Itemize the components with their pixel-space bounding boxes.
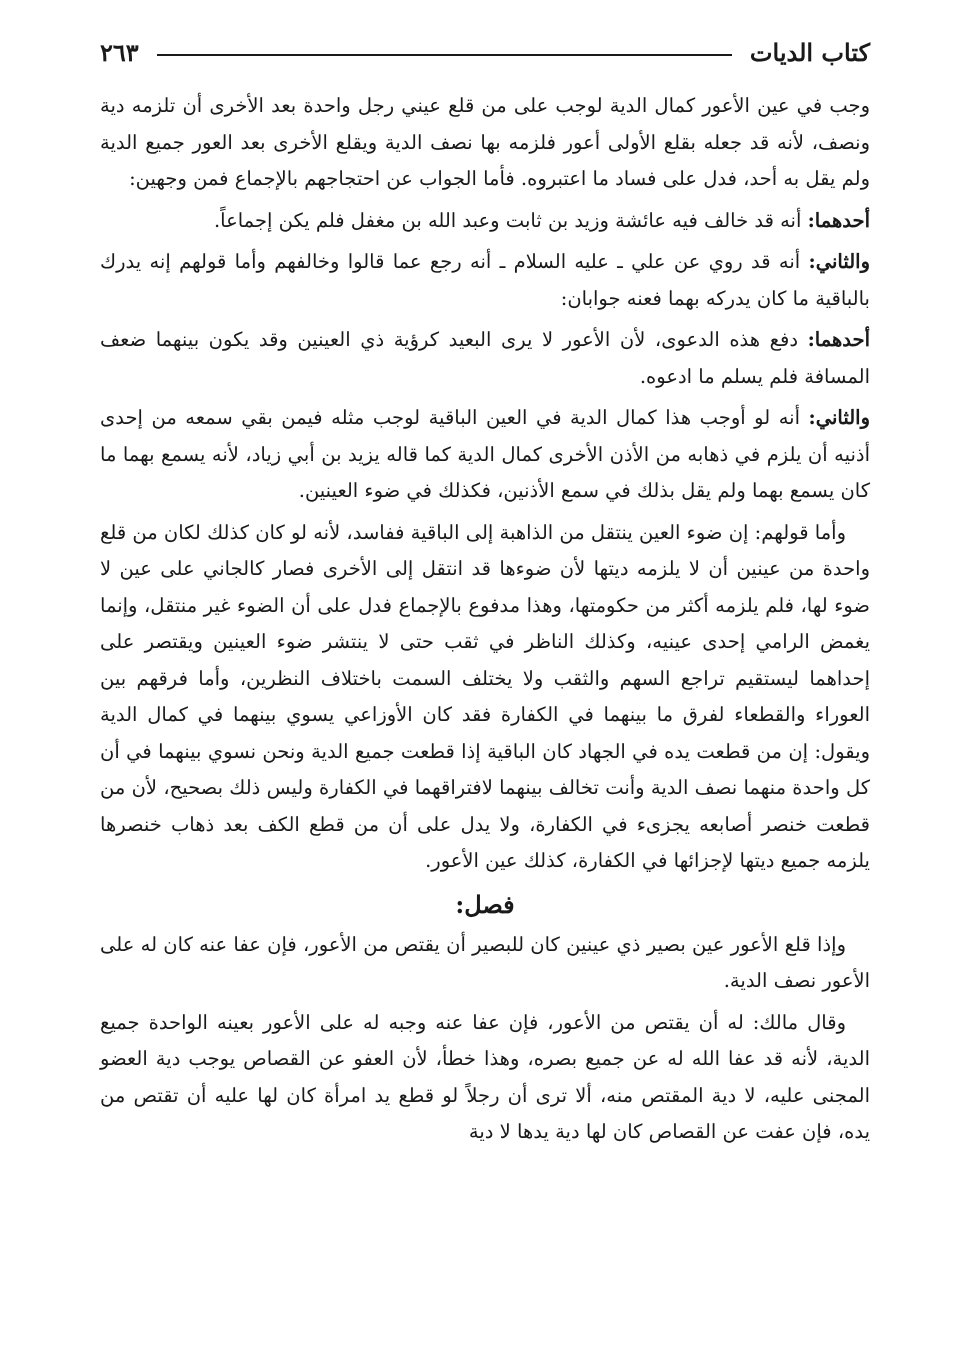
paragraph-lead: والثاني:: [808, 406, 870, 429]
header-rule: [157, 54, 732, 56]
section-paragraph-1: [100, 927, 870, 1000]
paragraph-text: دفع هذه الدعوى، لأن الأعور لا يرى البعيد كرؤية ذي العينين وقد يكون بينهما ضعف المسافة فلم يسلم ما ادعوه.: [100, 328, 870, 388]
book-title: كتاب الديات: [749, 37, 870, 67]
page-number: ٢٦٣: [100, 37, 139, 67]
paragraph-text: أنه قد روي عن علي ـ عليه السلام ـ أنه رجع عما قالوا وخالفهم وأما قولهم إنه يدرك بالباقية ما كان يدركه بهما فعنه جوابان:: [100, 250, 870, 310]
paragraph-lead: أحدهما:: [807, 208, 870, 232]
paragraph-lead: أحدهما:: [807, 328, 870, 351]
paragraph-text: أنه لو أوجب هذا كمال الدية في العين الباقية لوجب مثله فيمن بقي سمعه من إحدى أذنيه أن يلزم في ذهابه من الأذن الأخرى كمال الدية كما قاله يزيد بن أبي زياد، لأنه يسمع بهما ما كان يسمع بهما ولم يقل بذلك في سمع الأذنين، فكذلك في ضوء العينين.: [100, 406, 870, 502]
paragraph-1: [100, 88, 870, 198]
paragraph-text: وجب في عين الأعور كمال الدية لوجب على من قلع عيني رجل واحدة بعد الأخرى أن تلزمه دية ونصف، لأنه قد جعله بقلع الأولى أعور فلزمه بها نصف الدية ويقلع الأخرى بعد العور جميع الدية ولم يقل به أحد، فدل على فساد ما اعتبروه. فأما الجواب عن احتجاجهم بالإجماع فمن وجهين:: [100, 94, 870, 190]
section-paragraph-2: [100, 1005, 870, 1151]
paragraph-lead: والثاني:: [808, 250, 870, 273]
body-text: [100, 88, 870, 1151]
paragraph-text: وإذا قلع الأعور عين بصير ذي عينين كان للبصير أن يقتص من الأعور، فإن عفا عنه كان له على الأعور نصف الدية.: [100, 932, 870, 992]
paragraph-text: وقال مالك: له أن يقتص من الأعور، فإن عفا عنه وجبه له على الأعور بعينه الواحدة جميع الدية، لأنه قد عفا الله له عن جميع بصره، وهذا خطأ، لأن العفو عن القصاص يوجب دية العضو المجنى عليه، لا دية المقتص منه، ألا ترى أن رجلاً لو قطع يد امرأة كان لها عليه أن تقتص من يده، فإن عفت عن القصاص كان لها دية يدها لا دية: [100, 1010, 870, 1143]
paragraph-text: وأما قولهم: إن ضوء العين ينتقل من الذاهبة إلى الباقية ففاسد، لأنه لو كان كذلك لكان من قلع واحدة من عينين أن لا يلزمه ديتها لأن ضوءها قد انتقل إلى الأخرى فصار كالجاني على عين لا ضوء لها، فلم يلزمه أكثر من حكومتها، وهذا مدفوع بالإجماع فدل على أن الضوء غير منتقل، وإنما يغمض الرامي إحدى عينيه، وكذلك الناظر في ثقب حتى لا ينتشر ضوء العينين ويقتصر على إحداهما ليستقيم تراجع السهم والثقب ولا يختلف السمت باختلاف النظرين، وأما فرقهم بين العوراء والقطعاء لفرق ما بينهما في الكفارة فقد كان الأوزاعي يسوي بينهما في كمال الدية ويقول: إن من قطعت يده في الجهاد كان الباقية إذا قطعت جميع الدية ونحن نسوي بينهما في أن كل واحدة منهما نصف الدية وأنت تخالف بينهما لافتراقهما في الكفارة وليس ذلك بصحيح، لأن من قطعت خنصر أصابعه يجزىء في الكفارة، ولا يدل على أن من قطع الكف بعد ذهاب خنصرها يلزمه جميع ديتها لإجزائها في الكفارة، كذلك عين الأعور.: [100, 520, 870, 872]
section-heading: فصل:: [455, 889, 515, 919]
paragraph-text: أنه قد خالف فيه عائشة وزيد بن ثابت وعبد الله بن مغفل فلم يكن إجماعاً.: [213, 208, 808, 232]
running-header: [100, 30, 870, 74]
paragraph-5: [100, 400, 870, 510]
paragraph-4: [100, 322, 870, 395]
paragraph-3: [100, 244, 870, 317]
paragraph-6: [100, 515, 870, 880]
book-page: [100, 30, 870, 1156]
paragraph-2: [100, 203, 870, 240]
